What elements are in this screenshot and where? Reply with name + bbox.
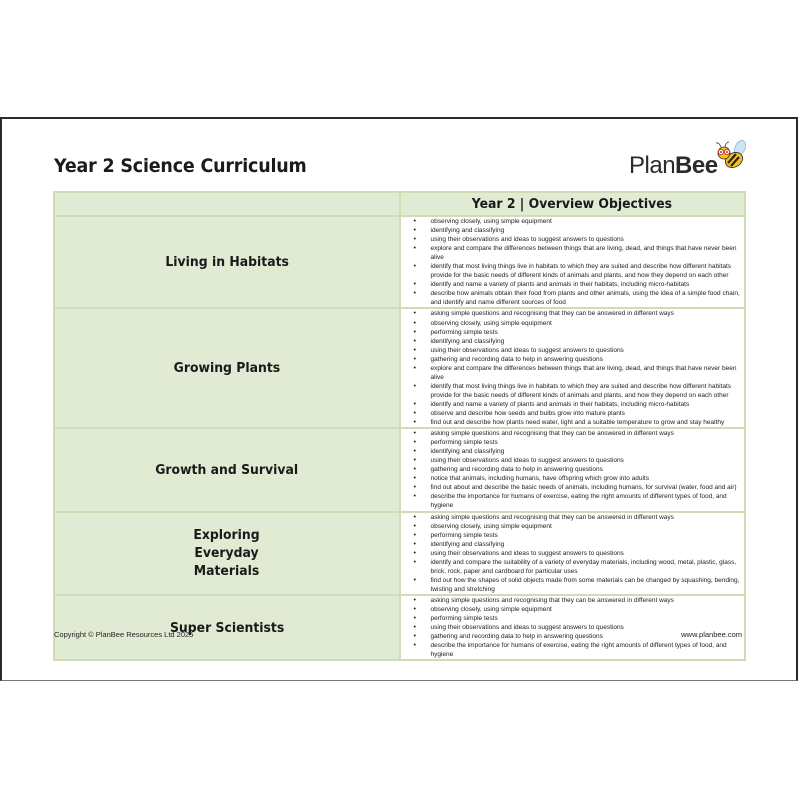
list-item: • observing closely, using simple equipment	[401, 605, 745, 614]
website-link[interactable]: www.planbee.com	[681, 630, 742, 639]
list-item: • using their observations and ideas to suggest answers to questions	[401, 549, 745, 558]
table-row	[54, 216, 745, 308]
list-item: • performing simple tests	[401, 328, 745, 337]
topic-name: Living in Habitats	[164, 254, 289, 271]
objectives-list	[401, 217, 745, 307]
objectives-list	[401, 429, 745, 510]
list-item: • performing simple tests	[401, 614, 745, 623]
list-item: • describe the importance for humans of exercise, eating the right amounts of different types of food, and hygiene	[401, 641, 745, 659]
list-item: • describe how animals obtain their food from plants and other animals, using the idea of a simple food chain, and identify and name different sources of food	[401, 289, 745, 307]
objectives-list	[401, 309, 745, 427]
table-header	[400, 192, 746, 216]
bee-mascot-icon	[707, 140, 749, 172]
list-item: • identifying and classifying	[401, 337, 745, 346]
list-item: • using their observations and ideas to suggest answers to questions	[401, 346, 745, 355]
topic-name: Exploring Everyday Materials	[193, 527, 260, 580]
list-item: • identifying and classifying	[401, 226, 745, 235]
list-item: • observing closely, using simple equipment	[401, 319, 745, 328]
topic-name: Super Scientists	[169, 619, 284, 636]
list-item: • observe and describe how seeds and bulbs grow into mature plants	[401, 409, 745, 418]
list-item: • explore and compare the differences between things that are living, dead, and things that have never been alive	[401, 364, 745, 382]
objectives-cell	[400, 512, 746, 595]
list-item: • identify and compare the suitability of a variety of everyday materials, including wood, metal, plastic, glass, brick, rock, paper and cardboard for particular uses	[401, 558, 745, 576]
list-item: • asking simple questions and recognising that they can be answered in different ways	[401, 596, 745, 605]
page-title: Year 2 Science Curriculum	[54, 155, 307, 177]
list-item: • explore and compare the differences between things that are living, dead, and things that have never been alive	[401, 244, 745, 262]
list-item: • asking simple questions and recognising that they can be answered in different ways	[401, 309, 745, 318]
table-row	[54, 308, 745, 428]
logo-text-plain: Plan	[629, 152, 676, 179]
topic-cell	[54, 428, 400, 511]
objectives-cell	[400, 216, 746, 308]
list-item: • identify that most living things live in habitats to which they are suited and describe how different habitats provide for the basic needs of different kinds of animals and plants, and how they depend on each other	[401, 382, 745, 400]
copyright-text: Copyright © PlanBee Resources Ltd 2025	[54, 630, 194, 639]
table-row	[54, 512, 745, 595]
logo-text-bold: Bee	[675, 152, 718, 179]
list-item: • find out about and describe the basic needs of animals, including humans, for survival (water, food and air)	[401, 483, 745, 492]
topic-cell	[54, 216, 400, 308]
topic-name: Growing Plants	[173, 360, 281, 377]
list-item: • identify and name a variety of plants and animals in their habitats, including micro-habitats	[401, 280, 745, 289]
list-item: • identify and name a variety of plants and animals in their habitats, including micro-habitats	[401, 400, 745, 409]
topic-cell	[54, 595, 400, 660]
topic-cell	[54, 512, 400, 595]
list-item: • gathering and recording data to help in answering questions	[401, 355, 745, 364]
list-item: • performing simple tests	[401, 531, 745, 540]
list-item: • using their observations and ideas to suggest answers to questions	[401, 235, 745, 244]
list-item: • gathering and recording data to help in answering questions	[401, 632, 745, 641]
list-item: • gathering and recording data to help in answering questions	[401, 465, 745, 474]
list-item: • observing closely, using simple equipment	[401, 522, 745, 531]
planbee-logo	[629, 140, 749, 182]
objectives-cell	[400, 308, 746, 428]
objectives-table	[53, 191, 746, 661]
list-item: • find out and describe how plants need water, light and a suitable temperature to grow and stay healthy	[401, 418, 745, 427]
list-item: • find out how the shapes of solid objects made from some materials can be changed by squashing, bending, twisting and stretching	[401, 576, 745, 594]
topic-name: Growth and Survival	[155, 461, 299, 478]
list-item: • using their observations and ideas to suggest answers to questions	[401, 623, 745, 632]
table-header-label: Year 2 | Overview Objectives	[472, 196, 673, 212]
table-row	[54, 595, 745, 660]
header-blank-cell	[54, 192, 400, 216]
objectives-cell	[400, 595, 746, 660]
topic-cell	[54, 308, 400, 428]
list-item: • performing simple tests	[401, 438, 745, 447]
list-item: • using their observations and ideas to suggest answers to questions	[401, 456, 745, 465]
objectives-list	[401, 513, 745, 594]
list-item: • identifying and classifying	[401, 540, 745, 549]
list-item: • asking simple questions and recognising that they can be answered in different ways	[401, 513, 745, 522]
list-item: • identify that most living things live in habitats to which they are suited and describe how different habitats provide for the basic needs of different kinds of animals and plants, and how they depend on each other	[401, 262, 745, 280]
list-item: • describe the importance for humans of exercise, eating the right amounts of different types of food, and hygiene	[401, 492, 745, 510]
table-header-row	[54, 192, 745, 216]
list-item: • identifying and classifying	[401, 447, 745, 456]
objectives-cell	[400, 428, 746, 511]
list-item: • asking simple questions and recognising that they can be answered in different ways	[401, 429, 745, 438]
objectives-list	[401, 596, 745, 659]
list-item: • observing closely, using simple equipment	[401, 217, 745, 226]
list-item: • notice that animals, including humans, have offspring which grow into adults	[401, 474, 745, 483]
logo-text	[629, 152, 718, 180]
table-row	[54, 428, 745, 511]
